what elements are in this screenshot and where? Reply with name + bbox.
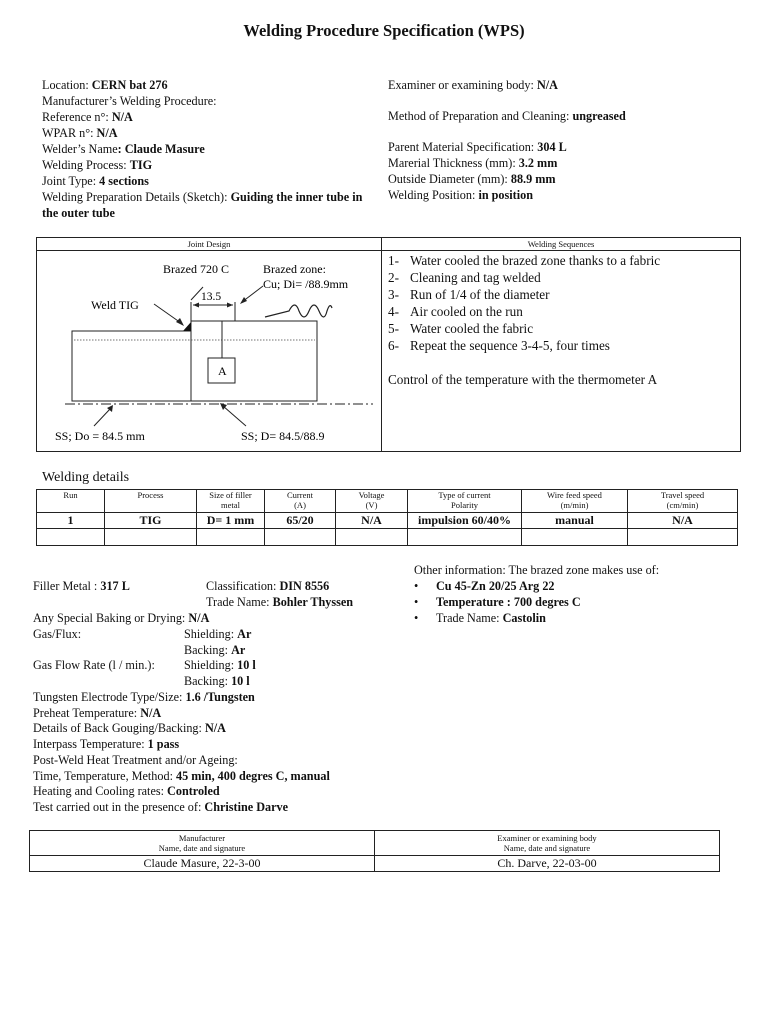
sequence-item: 1- Water cooled the brazed zone thanks to a fabric bbox=[388, 253, 661, 268]
weld-leader bbox=[154, 304, 181, 323]
column-header: Process bbox=[105, 490, 197, 513]
inner-tube-leader bbox=[223, 406, 246, 426]
other-info-heading: Other information: The brazed zone makes use of: bbox=[414, 563, 660, 577]
presence-line: Test carried out in the presence of: Christine Darve bbox=[33, 800, 289, 814]
examiner-label: Examiner or examining body: bbox=[388, 78, 537, 92]
joint-type-label: Joint Type: bbox=[42, 174, 100, 188]
list-item: • Temperature : 700 degres C bbox=[414, 595, 581, 609]
examiner-signature: Ch. Darve, 22-03-00 bbox=[375, 856, 720, 872]
welding-sequences-header: Welding Sequences bbox=[382, 238, 740, 251]
thickness-label: Marerial Thickness (mm): bbox=[388, 156, 519, 170]
joint-sketch bbox=[37, 238, 381, 451]
manufacturer-procedure-label: Manufacturer’s Welding Procedure: bbox=[42, 94, 217, 108]
sequence-item: 4- Air cooled on the run bbox=[388, 304, 523, 319]
manufacturer-signature: Claude Masure, 22-3-00 bbox=[30, 856, 375, 872]
table-cell: manual bbox=[522, 513, 628, 529]
signature-row bbox=[30, 856, 720, 872]
gas-flow-label: Gas Flow Rate (l / min.): bbox=[33, 658, 155, 672]
prep-details-value: Guiding the inner tube in the outer tube bbox=[42, 190, 363, 220]
wpar-label: WPAR n°: bbox=[42, 126, 97, 140]
list-item: • Trade Name: Castolin bbox=[414, 611, 546, 625]
reference-line bbox=[42, 109, 377, 125]
thickness-value: 3.2 mm bbox=[518, 156, 558, 170]
table-cell: TIG bbox=[105, 513, 197, 529]
sequence-item: 3- Run of 1/4 of the diameter bbox=[388, 287, 550, 302]
table-cell: D= 1 mm bbox=[197, 513, 265, 529]
inner-tube-label: SS; D= 84.5/88.9 bbox=[241, 429, 325, 443]
list-item: • Cu 45-Zn 20/25 Arg 22 bbox=[414, 579, 555, 593]
brazed-zone-diameter-label: Cu; Di= /88.9mm bbox=[263, 277, 349, 291]
manufacturer-header: Manufacturer Name, date and signature bbox=[30, 831, 375, 856]
table-cell: impulsion 60/40% bbox=[408, 513, 522, 529]
column-header: Travel speed (cm/min) bbox=[628, 490, 738, 513]
manufacturer-procedure-line bbox=[42, 93, 377, 109]
baking-line: Any Special Baking or Drying: N/A bbox=[33, 611, 210, 625]
sequence-item: 6- Repeat the sequence 3-4-5, four times bbox=[388, 338, 610, 353]
weld-bead-shape bbox=[183, 322, 191, 331]
dimension-arrow-right bbox=[227, 303, 233, 308]
parent-material-value: 304 L bbox=[537, 140, 567, 154]
welding-details-table bbox=[36, 489, 738, 546]
location-value: CERN bat 276 bbox=[91, 78, 168, 92]
joint-type-line bbox=[42, 173, 377, 189]
trade-name-line: Trade Name: Bohler Thyssen bbox=[206, 595, 354, 609]
column-header: Type of current Polarity bbox=[408, 490, 522, 513]
table-row-empty bbox=[37, 529, 738, 546]
welder-label: Welder’s Name bbox=[42, 142, 118, 156]
column-header: Size of filler metal bbox=[197, 490, 265, 513]
weld-arrowhead bbox=[176, 318, 184, 326]
process-label: Welding Process: bbox=[42, 158, 130, 172]
position-value: in position bbox=[478, 188, 533, 202]
welding-sequence-list bbox=[388, 252, 660, 388]
outer-tube-leader bbox=[94, 409, 110, 426]
sequence-item: 2- Cleaning and tag welded bbox=[388, 270, 541, 285]
sequence-item: 5- Water cooled the fabric bbox=[388, 321, 534, 336]
table-header-row bbox=[37, 490, 738, 513]
wpar-line bbox=[42, 125, 377, 141]
column-header: Wire feed speed (m/min) bbox=[522, 490, 628, 513]
reference-label: Reference n°: bbox=[42, 110, 112, 124]
dimension-arrow-left bbox=[193, 303, 199, 308]
process-line bbox=[42, 157, 377, 173]
flow-shielding-line: Shielding: 10 l bbox=[184, 658, 256, 672]
thermometer-label: A bbox=[218, 364, 227, 378]
time-temperature-line: Time, Temperature, Method: 45 min, 400 degres C, manual bbox=[33, 769, 330, 783]
brazed-zone-arrowhead bbox=[240, 297, 247, 304]
gas-shielding-line: Shielding: Ar bbox=[184, 627, 252, 641]
other-info bbox=[414, 562, 659, 626]
gouging-line: Details of Back Gouging/Backing: N/A bbox=[33, 721, 226, 735]
joint-design-header: Joint Design bbox=[37, 238, 381, 251]
position-line bbox=[388, 187, 533, 203]
table-cell: N/A bbox=[628, 513, 738, 529]
column-header: Run bbox=[37, 490, 105, 513]
diameter-value: 88.9 mm bbox=[510, 172, 556, 186]
cleaning-label: Method of Preparation and Cleaning: bbox=[388, 109, 573, 123]
weld-label: Weld TIG bbox=[91, 298, 139, 312]
table-row bbox=[37, 513, 738, 529]
header-left bbox=[42, 77, 377, 221]
control-note: Control of the temperature with the thermometer A bbox=[388, 372, 658, 387]
prep-details-label: Welding Preparation Details (Sketch): bbox=[42, 190, 231, 204]
diameter-label: Outside Diameter (mm): bbox=[388, 172, 511, 186]
joint-box-divider bbox=[381, 238, 382, 451]
outer-tube-shape bbox=[72, 331, 191, 401]
examiner-line bbox=[388, 77, 558, 93]
location-label: Location: bbox=[42, 78, 92, 92]
parent-material-label: Parent Material Specification: bbox=[388, 140, 538, 154]
column-header: Current (A) bbox=[265, 490, 336, 513]
fabric-squiggle bbox=[265, 305, 332, 317]
position-label: Welding Position: bbox=[388, 188, 479, 202]
thickness-line bbox=[388, 155, 557, 171]
cleaning-value: ungreased bbox=[572, 109, 626, 123]
examiner-header: Examiner or examining body Name, date and signature bbox=[375, 831, 720, 856]
examiner-value: N/A bbox=[536, 78, 558, 92]
gas-flux-label: Gas/Flux: bbox=[33, 627, 82, 641]
flow-backing-line: Backing: 10 l bbox=[184, 674, 250, 688]
table-cell: N/A bbox=[336, 513, 408, 529]
diameter-line bbox=[388, 171, 556, 187]
tungsten-line: Tungsten Electrode Type/Size: 1.6 /Tungsten bbox=[33, 690, 255, 704]
gas-backing-line: Backing: Ar bbox=[184, 643, 246, 657]
wpar-value: N/A bbox=[96, 126, 118, 140]
cooling-line: Heating and Cooling rates: Controled bbox=[33, 784, 220, 798]
prep-details-line bbox=[42, 189, 377, 221]
welder-value: : Claude Masure bbox=[117, 142, 205, 156]
column-header: Voltage (V) bbox=[336, 490, 408, 513]
parent-material-line bbox=[388, 139, 567, 155]
document-title: Welding Procedure Specification (WPS) bbox=[243, 21, 525, 40]
brazed-zone-label: Brazed zone: bbox=[263, 262, 326, 276]
interpass-line: Interpass Temperature: 1 pass bbox=[33, 737, 180, 751]
table-cell: 65/20 bbox=[265, 513, 336, 529]
table-cell: 1 bbox=[37, 513, 105, 529]
classification-line: Classification: DIN 8556 bbox=[206, 579, 330, 593]
joint-design-box bbox=[36, 237, 741, 452]
preheat-line: Preheat Temperature: N/A bbox=[33, 706, 162, 720]
welding-details-heading: Welding details bbox=[42, 470, 130, 485]
signature-table bbox=[29, 830, 720, 872]
cleaning-line bbox=[388, 108, 626, 124]
joint-type-value: 4 sections bbox=[99, 174, 149, 188]
outer-tube-label: SS; Do = 84.5 mm bbox=[55, 429, 145, 443]
filler-metal-line: Filler Metal : 317 L bbox=[33, 579, 130, 593]
dimension-label: 13.5 bbox=[201, 291, 222, 303]
process-value: TIG bbox=[129, 158, 153, 172]
signature-header-row bbox=[30, 831, 720, 856]
welder-line bbox=[42, 141, 377, 157]
brazed-temp-label: Brazed 720 C bbox=[163, 262, 229, 276]
pwht-line: Post-Weld Heat Treatment and/or Ageing: bbox=[33, 753, 238, 767]
reference-value: N/A bbox=[111, 110, 133, 124]
location-line bbox=[42, 77, 377, 93]
